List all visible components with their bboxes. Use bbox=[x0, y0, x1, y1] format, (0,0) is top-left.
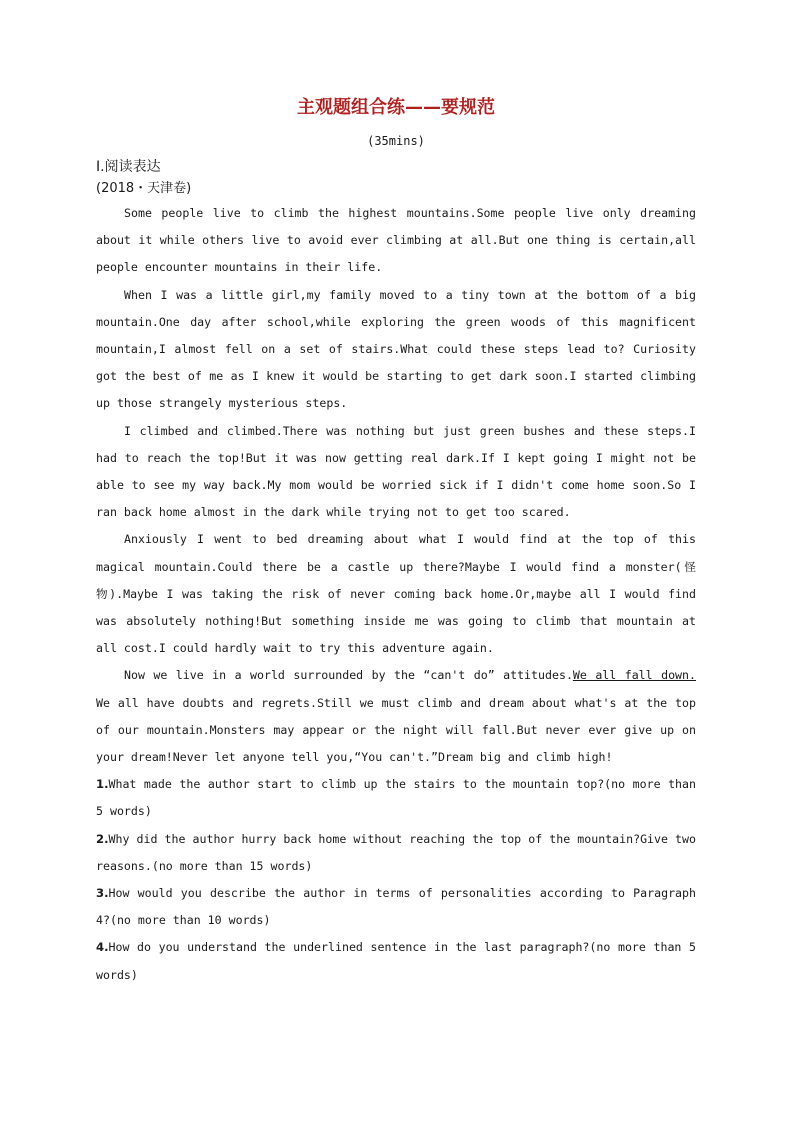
paragraph-4: Anxiously I went to bed dreaming about what I would find at the top of this magical mountain.Could there be a castle up there?Maybe I would find a monster(怪物).Maybe I was taking the risk of never coming back home.Or,maybe all I would find was absolutely nothing!But something inside me was going to climb that mountain at all cost.I could hardly wait to try this adventure again. bbox=[96, 532, 696, 656]
question-text: Why did the author hurry back home without reaching the top of the mountain?Give two reasons.(no more than 15 words) bbox=[96, 831, 696, 873]
question-3 bbox=[96, 880, 696, 934]
paragraph-5 bbox=[96, 662, 696, 771]
reading-passage bbox=[96, 200, 696, 771]
question-text: What made the author start to climb up the stairs to the mountain top?(no more than 5 words) bbox=[96, 777, 696, 819]
section-heading: Ⅰ.阅读表达 bbox=[96, 159, 161, 175]
question-number: 4. bbox=[96, 940, 109, 955]
time-limit: (35mins) bbox=[367, 134, 425, 148]
paragraph-1: Some people live to climb the highest mountains.Some people live only dreaming about it while others live to avoid ever climbing at all.But one thing is certain,all people encounter mountains in their life. bbox=[96, 206, 696, 275]
question-number: 3. bbox=[96, 886, 109, 901]
paragraph-5-start: Now we live in a world surrounded by the “can't do” attitudes. bbox=[124, 668, 573, 683]
paragraph-2: When I was a little girl,my family moved to a tiny town at the bottom of a big mountain.One day after school,while exploring the green woods of this magnificent mountain,I almost fell on a set of stairs.What could these steps lead to? Curiosity got the best of me as I knew it would be starting to get dark soon.I started climbing up those strangely mysterious steps. bbox=[96, 287, 696, 411]
question-list bbox=[96, 771, 696, 989]
question-2 bbox=[96, 826, 696, 880]
paragraph-3: I climbed and climbed.There was nothing but just green bushes and these steps.I had to reach the top!But it was now getting real dark.If I kept going I might not be able to see my way back.My mom would be worried sick if I didn't come home soon.So I ran back home almost in the dark while trying not to get too scared. bbox=[96, 423, 696, 520]
paragraph-5-rest: We all have doubts and regrets.Still we must climb and dream about what's at the top of our mountain.Monsters may appear or the night will fall.But never ever give up on your dream!Never let anyone tell you,“You can't.”Dream big and climb high! bbox=[96, 695, 696, 765]
question-4 bbox=[96, 934, 696, 988]
source-label: (2018・天津卷) bbox=[96, 181, 192, 196]
page-title: 主观题组合练——要规范 bbox=[297, 97, 495, 118]
document-page bbox=[96, 96, 696, 989]
question-text: How do you understand the underlined sentence in the last paragraph?(no more than 5 words) bbox=[96, 940, 696, 982]
underlined-sentence: We all fall down. bbox=[572, 668, 696, 683]
question-text: How would you describe the author in terms of personalities according to Paragraph 4?(no more than 10 words) bbox=[96, 886, 696, 928]
question-number: 2. bbox=[96, 831, 109, 846]
question-number: 1. bbox=[96, 777, 109, 792]
question-1 bbox=[96, 771, 696, 825]
